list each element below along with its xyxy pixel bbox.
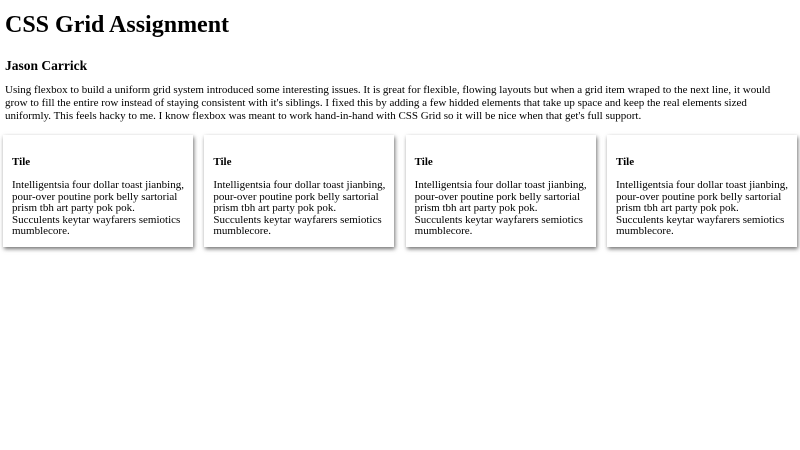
author-name: Jason Carrick (5, 58, 88, 73)
tile-body: Intelligentsia four dollar toast jianbing, pour-over poutine pork belly sartorial prism tbh art party pok pok. Succulents keytar wayfarers semiotics mumblecore. (12, 179, 184, 237)
tile-title: Tile (12, 156, 31, 168)
tile-card (204, 135, 394, 247)
tile-title: Tile (213, 156, 232, 168)
page-title: CSS Grid Assignment (5, 12, 230, 38)
tile-body: Intelligentsia four dollar toast jianbing, pour-over poutine pork belly sartorial prism tbh art party pok pok. Succulents keytar wayfarers semiotics mumblecore. (414, 179, 587, 237)
tile-body: Intelligentsia four dollar toast jianbing, pour-over poutine pork belly sartorial prism tbh art party pok pok. Succulents keytar wayfarers semiotics mumblecore. (213, 179, 386, 237)
tile-card (406, 135, 596, 247)
tile-card (3, 135, 193, 247)
tile-card (607, 135, 797, 247)
tile-title: Tile (414, 156, 433, 168)
tile-body: Intelligentsia four dollar toast jianbing, pour-over poutine pork belly sartorial prism tbh art party pok pok. Succulents keytar wayfarers semiotics mumblecore. (615, 179, 788, 237)
tile-title: Tile (615, 156, 635, 168)
intro-paragraph: Using flexbox to build a uniform grid system introduced some interesting issues. It is great for flexible, flowing layouts but when a grid item wraped to the next line, it would grow to fill the entire row instead of staying consistent with it's siblings. I fixed this by adding a few hidded elements that take up space and keep the real elements sized uniformly. This feels hacky to me. I know flexbox was meant to work hand-in-hand with CSS Grid so it will be nice when that get's full support. (5, 84, 771, 123)
tile-grid (3, 135, 797, 247)
